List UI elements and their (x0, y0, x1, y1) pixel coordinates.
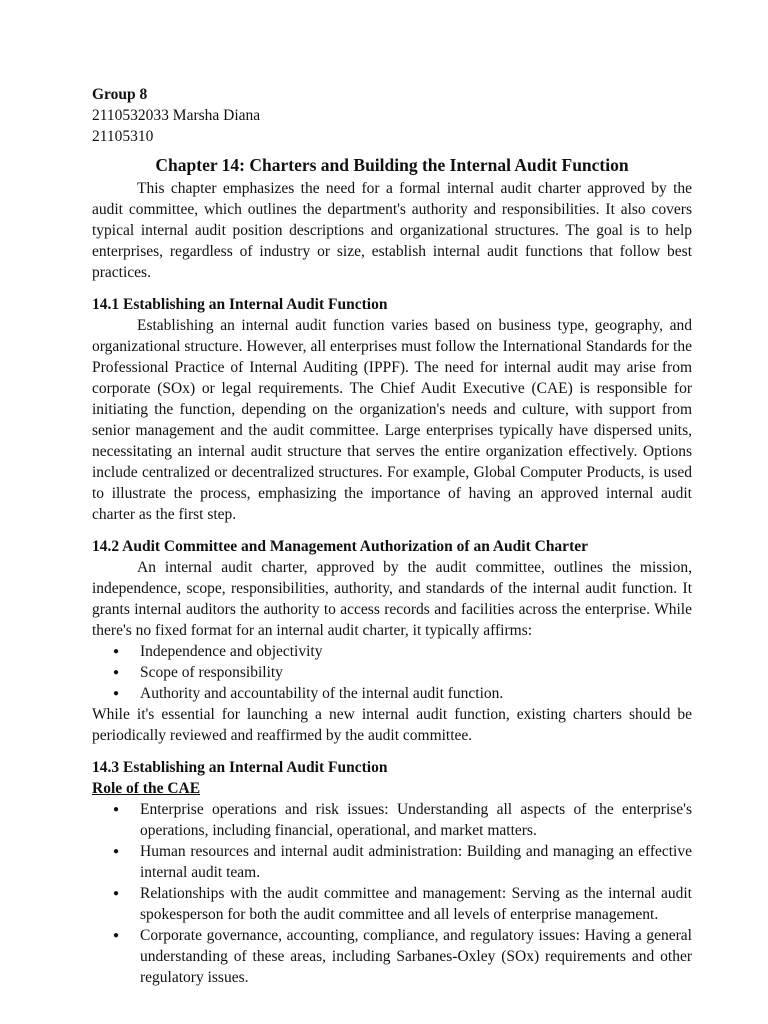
section-14-2-heading: 14.2 Audit Committee and Management Authorization of an Audit Charter (92, 538, 588, 555)
list-item (113, 883, 692, 925)
bullet-icon: ● (113, 646, 120, 657)
list-item (113, 841, 692, 883)
list-item-text: Scope of responsibility (140, 664, 283, 681)
bullet-icon: ● (113, 930, 120, 941)
bullet-icon: ● (113, 688, 120, 699)
list-item-text: Authority and accountability of the internal audit function. (140, 685, 504, 702)
intro-paragraph: This chapter emphasizes the need for a formal internal audit charter approved by the audit committee, which outlines the department's authority and responsibilities. It also covers typical internal audit position descriptions and organizational structures. The goal is to help enterprises, regardless of industry or size, establish internal audit functions that follow best practices. (92, 180, 692, 281)
bullet-icon: ● (113, 667, 120, 678)
list-item-text: Corporate governance, accounting, compliance, and regulatory issues: Having a general understanding of these areas, including Sarbanes-Oxley (SOx) requirements and other regulatory issues. (140, 927, 692, 986)
list-item (113, 683, 692, 704)
list-item-text: Independence and objectivity (140, 643, 323, 660)
bullet-icon: ● (113, 888, 120, 899)
list-item-text: Human resources and internal audit administration: Building and managing an effective internal audit team. (140, 843, 692, 881)
section-14-2 (92, 536, 692, 746)
chapter-title: Chapter 14: Charters and Building the Internal Audit Function (155, 155, 629, 175)
section-14-3-heading: 14.3 Establishing an Internal Audit Function (92, 759, 388, 776)
section-14-3 (92, 757, 692, 988)
section-14-2-paragraph: An internal audit charter, approved by the audit committee, outlines the mission, independence, scope, responsibilities, authority, and standards of the internal audit function. It grants internal auditors the authority to access records and facilities across the enterprise. While there's no fixed format for an internal audit charter, it typically affirms: (92, 559, 692, 639)
charter-affirmations-list (92, 641, 692, 704)
list-item (113, 641, 692, 662)
list-item (113, 662, 692, 683)
section-14-1-heading: 14.1 Establishing an Internal Audit Function (92, 296, 388, 313)
list-item (113, 925, 692, 988)
cae-role-list (92, 799, 692, 988)
list-item-text: Enterprise operations and risk issues: Understanding all aspects of the enterprise's operations, including financial, operational, and market matters. (140, 801, 692, 839)
list-item (113, 799, 692, 841)
header-student-id: 21105310 (92, 128, 154, 145)
bullet-icon: ● (113, 804, 120, 815)
list-item-text: Relationships with the audit committee and management: Serving as the internal audit spokesperson for both the audit committee and all levels of enterprise management. (140, 885, 692, 923)
role-of-cae-subheading: Role of the CAE (92, 780, 201, 797)
bullet-icon: ● (113, 846, 120, 857)
section-14-2-closing: While it's essential for launching a new internal audit function, existing charters should be periodically reviewed and reaffirmed by the audit committee. (92, 706, 692, 744)
header-student-id-name: 2110532033 Marsha Diana (92, 107, 261, 124)
section-14-1 (92, 294, 692, 525)
section-14-1-paragraph: Establishing an internal audit function varies based on business type, geography, and organizational structure. However, all enterprises must follow the International Standards for the Professional Practice of Internal Auditing (IPPF). The need for internal audit may arise from corporate (SOx) or legal requirements. The Chief Audit Executive (CAE) is responsible for initiating the function, depending on the organization's needs and culture, with support from senior management and the audit committee. Large enterprises typically have dispersed units, necessitating an internal audit structure that serves the entire organization effectively. Options include centralized or decentralized structures. For example, Global Computer Products, is used to illustrate the process, emphasizing the importance of having an approved internal audit charter as the first step. (92, 317, 692, 523)
header-group-line: Group 8 (92, 86, 148, 103)
document-header (92, 84, 692, 147)
